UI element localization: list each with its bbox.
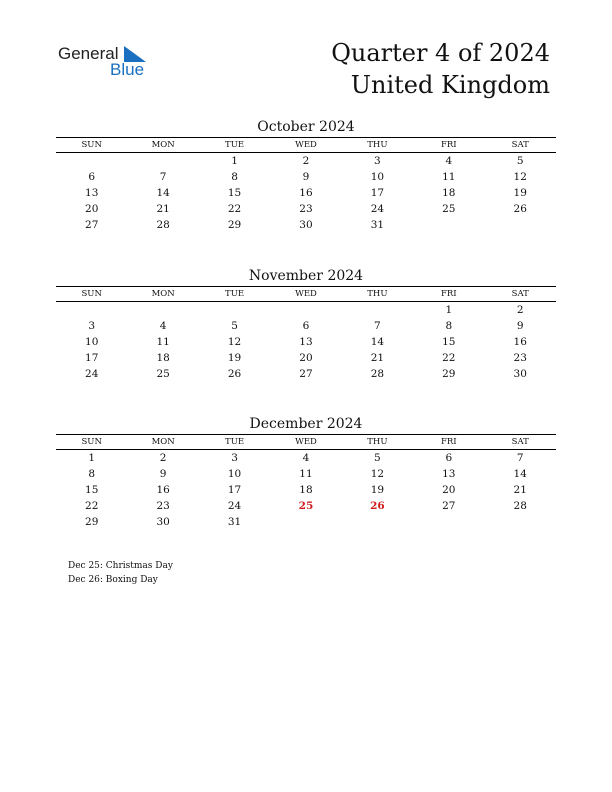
- day-cell: [342, 514, 413, 530]
- weekday-label: WED: [295, 140, 317, 150]
- day-cell: [127, 153, 198, 169]
- holiday-day-cell: 26: [370, 500, 385, 512]
- weekday-label: SAT: [511, 289, 529, 299]
- holiday-day-cell: 25: [298, 500, 314, 512]
- logo-text-blue: Blue: [110, 60, 145, 79]
- day-cell: 26: [227, 368, 242, 380]
- holiday-notes: [68, 559, 173, 587]
- day-cell: 17: [370, 187, 385, 199]
- day-cell: 20: [442, 484, 456, 496]
- weekday-label: FRI: [440, 437, 457, 447]
- day-cell: 22: [85, 500, 99, 512]
- day-cell: 30: [156, 516, 170, 528]
- day-cell: [270, 302, 341, 318]
- week-row: [56, 334, 556, 350]
- day-cell: 4: [445, 155, 453, 167]
- day-cell: 12: [370, 468, 385, 480]
- day-cell: 30: [513, 368, 527, 380]
- day-cell: 26: [513, 203, 527, 215]
- day-cell: 18: [442, 187, 456, 199]
- week-row: [56, 450, 556, 466]
- holiday-note: Dec 26: Boxing Day: [68, 575, 158, 585]
- generalblue-logo: [58, 44, 158, 84]
- weekday-header-row: [56, 137, 556, 153]
- day-cell: 29: [85, 516, 99, 528]
- day-cell: 24: [227, 500, 242, 512]
- day-cell: 22: [442, 352, 456, 364]
- day-cell: 28: [513, 500, 527, 512]
- day-cell: 10: [227, 468, 242, 480]
- day-cell: 3: [374, 155, 381, 167]
- day-cell: [56, 153, 127, 169]
- weekday-label: SUN: [81, 140, 102, 150]
- day-cell: 21: [370, 352, 385, 364]
- logo-text-general: General: [58, 44, 119, 63]
- day-cell: 11: [299, 468, 313, 480]
- weekday-label: SUN: [81, 289, 102, 299]
- day-cell: 8: [88, 468, 96, 480]
- day-cell: 14: [513, 468, 527, 480]
- day-cell: 24: [85, 368, 99, 380]
- day-cell: 19: [513, 187, 527, 199]
- day-cell: 5: [374, 452, 381, 464]
- day-cell: [199, 302, 270, 318]
- day-cell: 19: [370, 484, 385, 496]
- day-cell: 23: [299, 203, 313, 215]
- day-cell: 28: [370, 368, 385, 380]
- day-cell: 11: [442, 171, 456, 183]
- weekday-label: MON: [151, 289, 175, 299]
- weekday-label: MON: [151, 140, 175, 150]
- day-cell: [342, 302, 413, 318]
- day-cell: 25: [156, 368, 170, 380]
- title-quarter: Quarter 4 of 2024: [331, 39, 550, 67]
- day-cell: 27: [85, 219, 99, 231]
- day-cell: 2: [516, 304, 524, 316]
- weekday-label: TUE: [225, 437, 245, 447]
- day-cell: 12: [227, 336, 242, 348]
- day-cell: 9: [302, 171, 310, 183]
- weekday-label: SAT: [511, 140, 529, 150]
- weekday-label: SUN: [81, 437, 102, 447]
- day-cell: 29: [442, 368, 456, 380]
- day-cell: 24: [370, 203, 385, 215]
- weekday-label: THU: [367, 437, 388, 447]
- day-cell: 17: [227, 484, 242, 496]
- week-row: [56, 318, 556, 334]
- month-calendar: [56, 414, 556, 530]
- day-cell: 31: [227, 516, 242, 528]
- week-row: [56, 302, 556, 318]
- day-cell: 11: [156, 336, 170, 348]
- day-cell: 27: [442, 500, 456, 512]
- day-cell: 3: [231, 452, 238, 464]
- week-row: [56, 217, 556, 233]
- day-cell: 13: [299, 336, 313, 348]
- weekday-label: WED: [295, 437, 317, 447]
- month-title: November 2024: [248, 268, 364, 284]
- week-row: [56, 153, 556, 169]
- day-cell: 3: [88, 320, 96, 332]
- day-cell: 1: [88, 452, 96, 464]
- day-cell: 13: [442, 468, 456, 480]
- day-cell: 1: [445, 304, 453, 316]
- day-cell: 16: [513, 336, 527, 348]
- weekday-label: THU: [367, 289, 388, 299]
- weekday-header-row: [56, 434, 556, 450]
- day-cell: 19: [227, 352, 242, 364]
- day-cell: 5: [231, 320, 238, 332]
- weekday-label: MON: [151, 437, 175, 447]
- day-cell: 23: [513, 352, 527, 364]
- day-cell: 25: [442, 203, 456, 215]
- week-row: [56, 482, 556, 498]
- day-cell: 6: [88, 171, 96, 183]
- weekday-label: FRI: [440, 140, 457, 150]
- day-cell: 28: [156, 219, 170, 231]
- weekday-label: THU: [367, 140, 388, 150]
- day-cell: 12: [513, 171, 527, 183]
- week-row: [56, 185, 556, 201]
- day-cell: 10: [85, 336, 99, 348]
- month-calendar: [56, 266, 556, 382]
- day-cell: 16: [156, 484, 170, 496]
- day-cell: [485, 514, 556, 530]
- day-cell: 2: [302, 155, 310, 167]
- day-cell: 9: [159, 468, 167, 480]
- day-cell: 17: [85, 352, 99, 364]
- day-cell: 20: [85, 203, 99, 215]
- week-row: [56, 466, 556, 482]
- day-cell: [485, 217, 556, 233]
- day-cell: 6: [302, 320, 310, 332]
- day-cell: 8: [445, 320, 453, 332]
- day-cell: 7: [374, 320, 381, 332]
- day-cell: [413, 514, 484, 530]
- day-cell: 22: [227, 203, 242, 215]
- page-title: [331, 37, 550, 101]
- day-cell: 14: [156, 187, 170, 199]
- day-cell: 9: [516, 320, 524, 332]
- day-cell: 21: [156, 203, 170, 215]
- day-cell: 2: [159, 452, 167, 464]
- day-cell: 15: [442, 336, 456, 348]
- day-cell: 7: [516, 452, 524, 464]
- day-cell: 10: [370, 171, 385, 183]
- week-row: [56, 350, 556, 366]
- day-cell: 27: [299, 368, 313, 380]
- day-cell: 14: [370, 336, 385, 348]
- weekday-label: WED: [295, 289, 317, 299]
- day-cell: [127, 302, 198, 318]
- weekday-label: FRI: [440, 289, 457, 299]
- day-cell: 21: [513, 484, 527, 496]
- day-cell: 16: [299, 187, 313, 199]
- day-cell: 13: [85, 187, 99, 199]
- week-row: [56, 201, 556, 217]
- week-row: [56, 514, 556, 530]
- day-cell: 5: [516, 155, 524, 167]
- day-cell: 8: [231, 171, 238, 183]
- month-title: October 2024: [257, 119, 355, 135]
- day-cell: 15: [85, 484, 99, 496]
- day-cell: 6: [445, 452, 453, 464]
- day-cell: 18: [299, 484, 313, 496]
- day-cell: 15: [227, 187, 242, 199]
- day-cell: 23: [156, 500, 170, 512]
- week-row: [56, 366, 556, 382]
- day-cell: 4: [159, 320, 167, 332]
- day-cell: 18: [156, 352, 170, 364]
- weekday-label: TUE: [225, 289, 245, 299]
- weekday-label: SAT: [511, 437, 529, 447]
- week-row: [56, 498, 556, 514]
- day-cell: 7: [159, 171, 167, 183]
- month-title: December 2024: [249, 416, 363, 432]
- day-cell: 29: [227, 219, 242, 231]
- day-cell: [270, 514, 341, 530]
- day-cell: 31: [370, 219, 385, 231]
- weekday-label: TUE: [225, 140, 245, 150]
- day-cell: [413, 217, 484, 233]
- weekday-header-row: [56, 286, 556, 302]
- day-cell: [56, 302, 127, 318]
- holiday-note: Dec 25: Christmas Day: [68, 561, 173, 571]
- day-cell: 30: [299, 219, 313, 231]
- month-calendar: [56, 117, 556, 233]
- day-cell: 1: [231, 155, 238, 167]
- title-country: United Kingdom: [350, 71, 550, 99]
- day-cell: 4: [302, 452, 310, 464]
- week-row: [56, 169, 556, 185]
- day-cell: 20: [299, 352, 313, 364]
